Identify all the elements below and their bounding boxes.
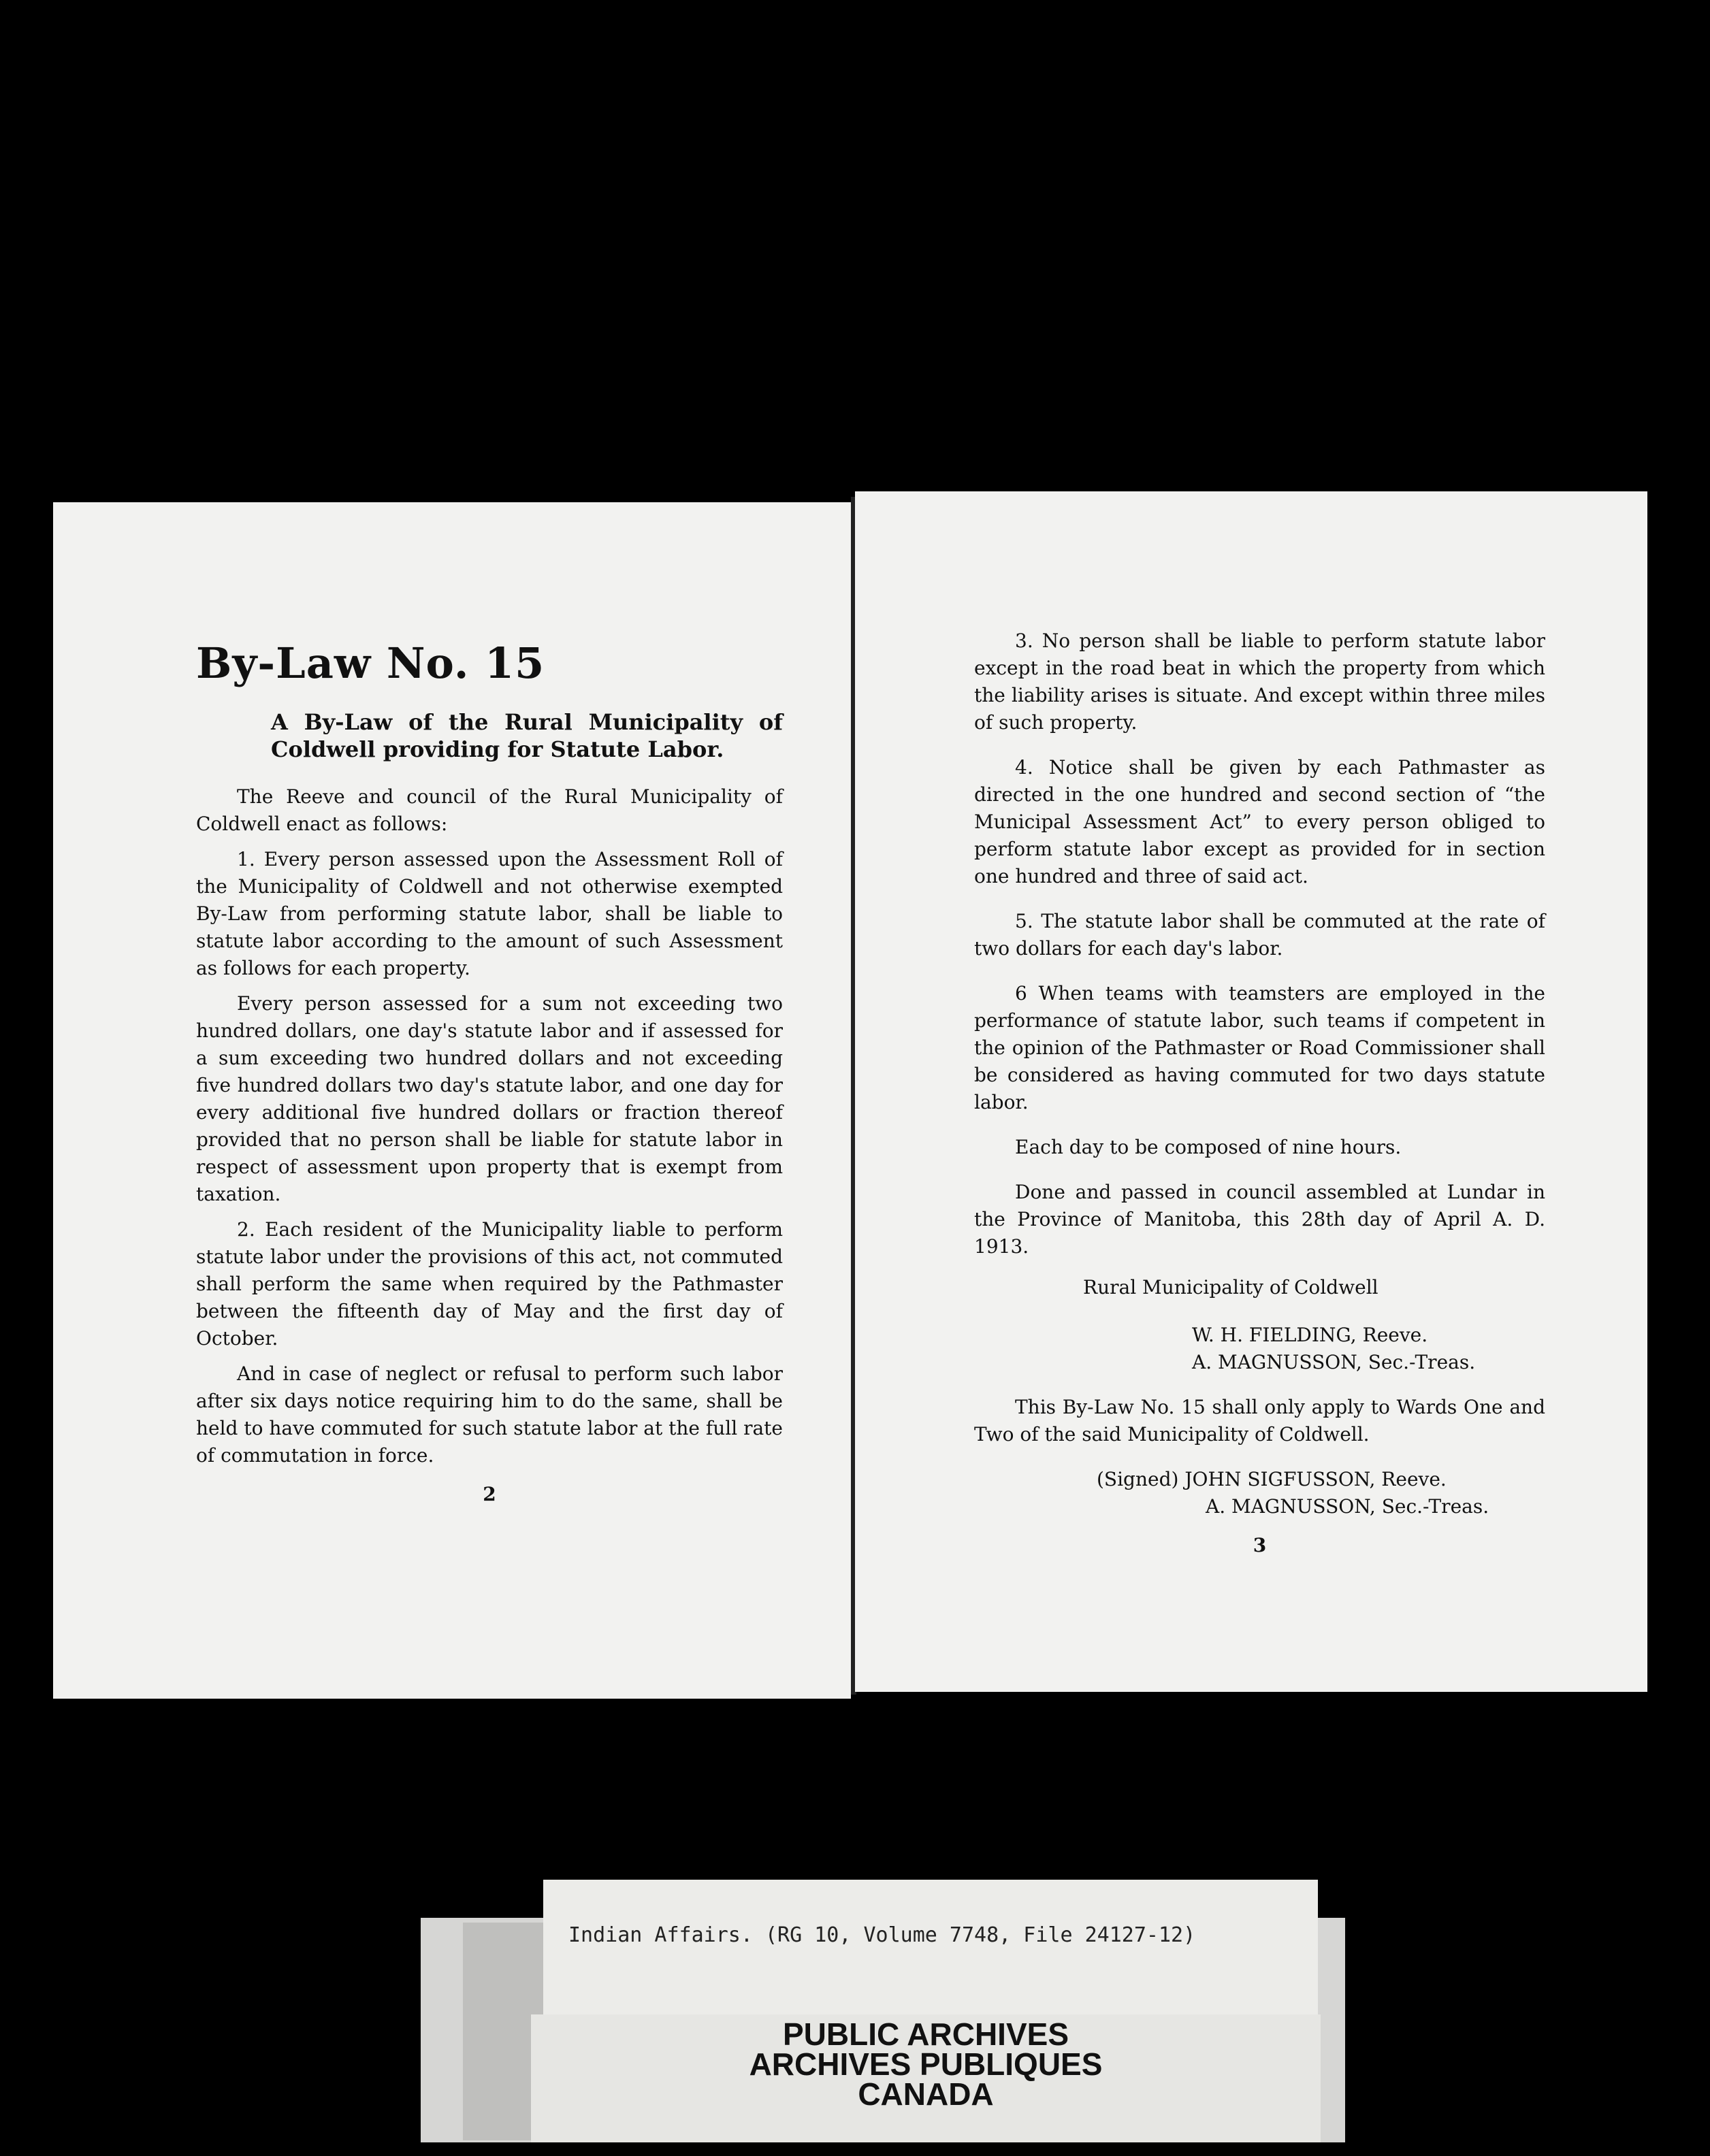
left-page-number: 2 [483, 1483, 496, 1505]
right-paragraph: Done and passed in council assembled at Lundar in the Province of Manitoba, this 28th day of April A. D. 1913. [974, 1181, 1545, 1258]
bylaw-title: By-Law No. 15 [196, 638, 545, 688]
ward-note: This By-Law No. 15 shall only apply to Wards One and Two of the said Municipality of Coldwell. [974, 1396, 1545, 1446]
signed-reeve: (Signed) JOHN SIGFUSSON, Reeve. [1097, 1468, 1447, 1490]
right-page [855, 491, 1647, 1692]
left-paragraph: 2. Each resident of the Municipality liable to perform statute labor under the provisions of this act, not commuted shall perform the same when required by the Pathmaster between the fifteenth day of May and the first day of October. [196, 1218, 783, 1350]
left-paragraph: The Reeve and council of the Rural Municipality of Coldwell enact as follows: [196, 785, 783, 835]
reeve-signature: W. H. FIELDING, Reeve. [1192, 1324, 1428, 1346]
archive-reference: Indian Affairs. (RG 10, Volume 7748, File 24127-12) [568, 1923, 1196, 1947]
treasurer-signature: A. MAGNUSSON, Sec.-Treas. [1192, 1351, 1476, 1373]
right-paragraph: Each day to be composed of nine hours. [1015, 1136, 1402, 1158]
right-paragraph: 6 When teams with teamsters are employed in the performance of statute labor, such teams if competent in the opinion of the Pathmaster or Road Commissioner shall be considered as having commuted for two days statute labor. [974, 982, 1545, 1113]
right-paragraph: 3. No person shall be liable to perform statute labor except in the road beat in which the property from which the liability arises is situate. And except within three miles of such property. [974, 630, 1545, 734]
right-paragraph: 5. The statute labor shall be commuted at the rate of two dollars for each day's labor. [974, 910, 1545, 960]
archive-label-card [543, 1880, 1318, 2014]
left-paragraph: Every person assessed for a sum not exceeding two hundred dollars, one day's statute labor and if assessed for a sum exceeding two hundred dollars and not exceeding five hundred dollars two day's statute labor, and one day for every additional five hundred dollars or fraction thereof provided that no person shall be liable for statute labor in respect of assessment upon property that is exempt from taxation. [196, 992, 783, 1205]
bylaw-subtitle: A By-Law of the Rural Municipality of Coldwell providing for Statute Labor. [271, 709, 783, 762]
left-paragraph: And in case of neglect or refusal to perform such labor after six days notice requiring him to do the same, shall be held to have commuted for such statute labor at the full rate of commutation in force. [196, 1362, 783, 1467]
municipality-name: Rural Municipality of Coldwell [1083, 1276, 1378, 1298]
archives-line-english: PUBLIC ARCHIVES [783, 2016, 1069, 2052]
left-paragraph: 1. Every person assessed upon the Assessment Roll of the Municipality of Coldwell and not otherwise exempted By-Law from performing statute labor, shall be liable to statute labor according to the amount of such Assessment as follows for each property. [196, 848, 783, 979]
right-paragraph: 4. Notice shall be given by each Pathmaster as directed in the one hundred and second section of “the Municipal Assessment Act” to every person obliged to perform statute labor except as provided for in section one hundred and three of said act. [974, 756, 1545, 887]
treasurer-signature-2: A. MAGNUSSON, Sec.-Treas. [1206, 1495, 1489, 1518]
right-page-number: 3 [1253, 1534, 1267, 1556]
archives-line-country: CANADA [858, 2076, 994, 2112]
left-page [53, 502, 851, 1699]
archives-line-french: ARCHIVES PUBLIQUES [749, 2046, 1103, 2082]
